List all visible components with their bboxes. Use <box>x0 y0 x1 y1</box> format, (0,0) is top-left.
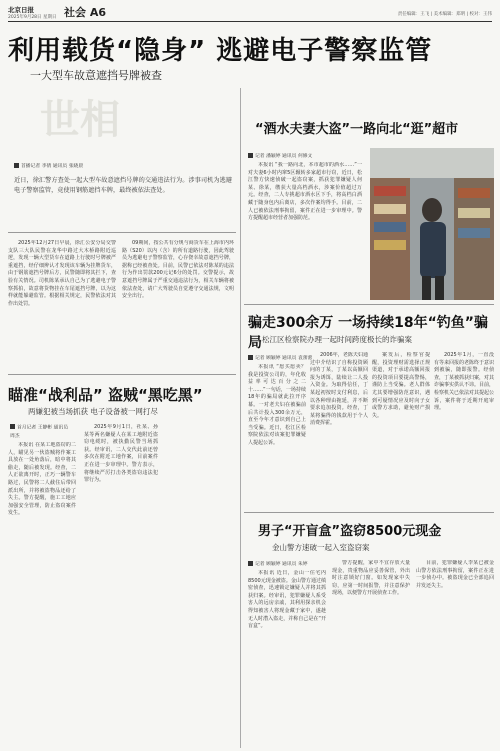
fraud-byline <box>248 354 312 361</box>
couple-body: 本报讯 “我一路向北，本市超市的酒水……”一对夫妻6小时内窜5区辗转多家超市行窃，近日，松江警方快速侦破一起盗窃案，抓获犯罪嫌疑人何某、徐某，缴获大量高档酒水，涉案价值超过万元。经查，二人专挑超市酒水区下手，将高档白酒藏于随身包内后离店，多次作案均得手。目前，二人已被依法刑事拘留，案件正在进一步审理中。警方提醒超市经营者加强防范。 <box>248 162 362 222</box>
blindbox-body-col2: 警方提醒，家中不宜存放大量现金，贵重物品应妥善保管，外出时注意锁好门窗。如发现家中失窃，应第一时间报警，并注意保护现场，以便警方开展侦查工作。 <box>332 560 410 597</box>
fraud-body-col2: 2006年，老陈夫妇通过中介结识了自称投资顾问的丁某，丁某以高额回报为诱饵，陆续让二人投入资金。为取得信任，丁某起初按时支付利息，后以各种理由拖延，并不断要求追加投资。经查，丁某将骗得的钱款用于个人消费挥霍。 <box>310 352 368 427</box>
column-divider <box>240 88 241 748</box>
blindbox-byline-text: 记者 顾颖婷 通讯员 朱婷 <box>255 562 308 567</box>
mingpai-byline-text: 首月记者 王静彬 通讯员 周杰 <box>10 425 69 439</box>
blindbox-body-col3: 目前，犯罪嫌疑人李某已被金山警方依法刑事拘留，案件正在进一步侦办中。被盗现金已全部追回并发还失主。 <box>416 560 494 589</box>
supermarket-photo <box>370 148 494 300</box>
main-body-col2: 09期间，按公共有分规与商货车在上海市内环路（S20）以内（含）的所有道路行驶，因此驾驶员为逃避电子警察监管，心存侥幸故意遮挡号牌，据称已经被查处。目前，民警已依法对陈某的违法行为作出罚款200元记6分的处罚。交警提示，故意遮挡号牌属于严重交通违法行为，相关车辆将被依法查处，请广大驾驶员自觉遵守交通法规，文明安全出行。 <box>122 240 234 300</box>
fraud-body-col1: 本报讯 “愿买愿卖？我是投资公司的，年化收益率可达百分之二十……”一句话，一场持续18年的骗局就此拉开序幕。一对老夫妇在被骗前后共计投入300余万元，直至今年才意识到自己上当受骗。近日，松江区检察院依法对该案犯罪嫌疑人提起公诉。 <box>248 364 306 446</box>
mingpai-headline: 瞄准“战利品” 盗贼“黑吃黑” <box>8 386 203 404</box>
divider <box>244 512 494 513</box>
mingpai-body-col2: 2025年9月1日，社某、孙某等两名嫌疑人在某工地附近盗窃电缆时，被执勤民警当场抓获。经审讯，二人交代此前还曾多次在附近工地作案，目前案件正在进一步审理中。警方表示，将继续严厉打击各类盗窃违法犯罪行为。 <box>84 424 158 484</box>
supermarket-photo-image <box>370 148 494 300</box>
mingpai-byline <box>10 424 70 441</box>
couple-headline: “酒水夫妻大盗”一路向北“逛”超市 <box>255 122 459 137</box>
main-lead: 近日，徐汇警方查处一起大型车故意遮挡号牌的交通违法行为。涉事司机为逃避电子警察监管，竟使用钢筋遮挡车牌，最终被依法查处。 <box>14 177 232 194</box>
masthead-date: 2025年9月28日 星期日 <box>8 15 57 20</box>
divider <box>8 232 236 233</box>
main-body-col1: 2025年12月27日早晨，徐汇公安分局交警支队三大队民警在龙华中路过大木桥路附近巡逻，发现一辆大型货车在道路上行驶时号牌被严重遮挡，经仔细辨认才发现该车辆为挂牌货车，由于钢筋遮挡号牌后方，民警随即将其拦下，查验有关情况。司机陈某承认自己为了逃避电子警察抓拍，故意将货物挂在车尾遮挡号牌，以为这样就能躲避监管。根据相关规定，民警依法对其作出处罚。 <box>8 240 116 307</box>
decorative-title: 世相 <box>40 96 120 143</box>
blindbox-headline: 男子“开盲盒”盗窃8500元现金 <box>258 524 442 539</box>
fraud-headline: 骗走300余万 一场持续18年“钓鱼”骗局 <box>248 315 488 351</box>
byline-marker-icon <box>248 355 253 360</box>
blindbox-subhead: 金山警方速破一起入室盗窃案 <box>272 543 370 552</box>
main-subhead: 一大型车故意遮挡号牌被查 <box>30 69 162 82</box>
mingpai-body-col1: 本报讯 在某工地盗窃的二人，瞄见另一伙盗贼将作案工具放在一处角落后，暗中将其偷走，随后被发现。经查，二人正欲离开时，正巧一辆警车路过，民警将二人截住后带回派出所，并将被盗物品还给了失主。警方提醒，施工工地应加强安全管理，防止盗窃案件发生。 <box>8 442 76 517</box>
mingpai-subhead: 两嫌犯被当场抓获 电子设备被一网打尽 <box>28 407 158 416</box>
fraud-body-col4: 2025年1月，一直没有等来回报的老陈终于意识到被骗，随即报警。经侦查，丁某被抓获归案，对其诈骗事实供认不讳。目前，检察机关已依法对其提起公诉，案件将于近期开庭审理。 <box>434 352 494 412</box>
main-byline-text: 首播记者 李倩 通讯员 张晓晨 <box>21 164 84 169</box>
couple-byline <box>248 152 312 159</box>
masthead-brand: 北京日报 <box>8 6 34 14</box>
masthead <box>8 4 492 22</box>
byline-marker-icon <box>14 163 19 168</box>
divider <box>8 374 236 375</box>
byline-marker-icon <box>248 153 253 158</box>
fraud-body-col3: 案发后，检察官提醒，投资理财需选择正规渠道，对于承诺高额回报的投资项目要提高警惕，谨防上当受骗。老人群体尤其要增强防范意识，遇到可疑情况应及时向子女或警方求助，避免财产损失。 <box>372 352 430 419</box>
divider <box>244 304 494 305</box>
main-byline <box>14 162 83 169</box>
byline-marker-icon <box>10 424 15 429</box>
section-title: 社会 A6 <box>64 6 106 19</box>
editor-info: 责任编辑：王飞 | 美术编辑：郑明 | 校对：王伟 <box>397 12 492 17</box>
main-headline: 利用载货“隐身” 逃避电子警察监管 <box>8 36 433 66</box>
blindbox-body-col1: 本报讯 近日，金山一住宅内8500元现金被盗。金山警方通过缜密侦查，迅速锁定嫌疑人并将其抓获归案。经审讯，犯罪嫌疑人系受害人的远房亲戚，其利用探亲机会得知被害人将现金藏于家中，遂趁无人时潜入盗走，并称自己是在“开盲盒”。 <box>248 570 326 630</box>
fraud-byline-text: 记者 顾颖婷 通讯员 袁蕾蕾 <box>255 356 313 361</box>
byline-marker-icon <box>248 561 253 566</box>
couple-byline-text: 记者 潘颖婷 通讯员 何修文 <box>255 154 313 159</box>
fraud-subhead: 松江区检察院办理一起时间跨度极长的诈骗案 <box>262 335 412 344</box>
blindbox-byline <box>248 560 308 567</box>
